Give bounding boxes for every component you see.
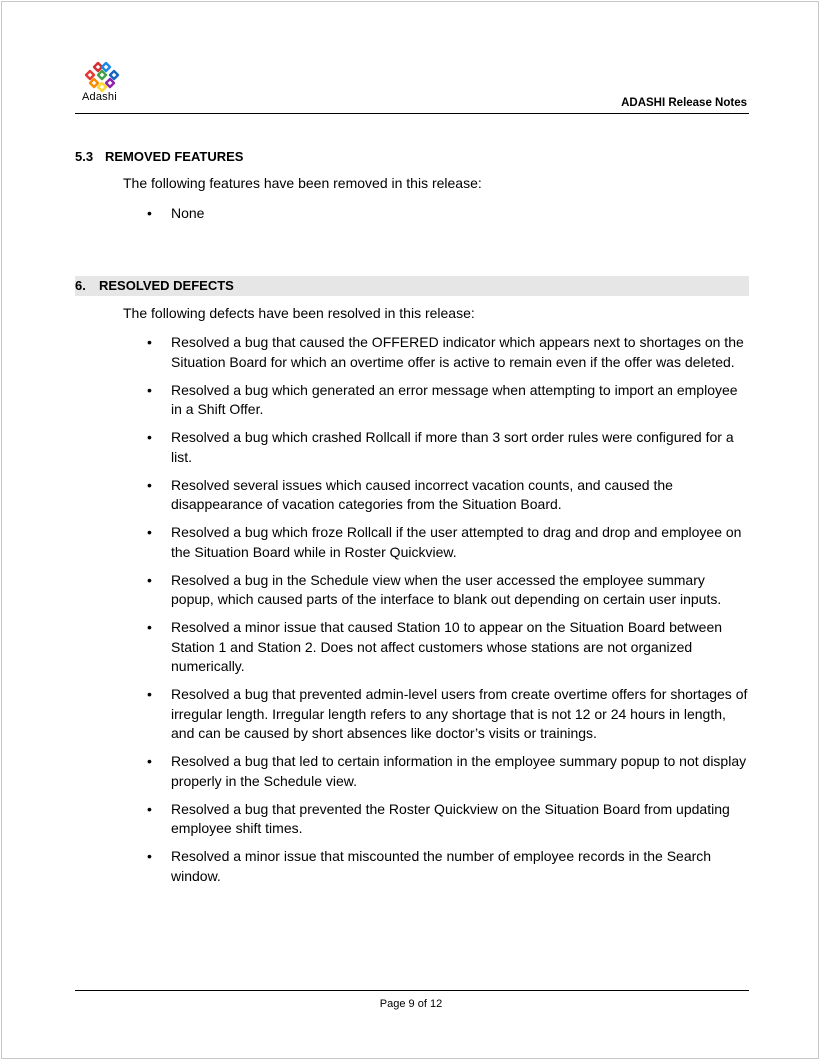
list-item xyxy=(123,333,751,372)
section-intro: The following features have been removed in this release: xyxy=(123,175,482,191)
list-item-text: Resolved a bug that prevented the Roster Quickview on the Situation Board from updating employee shift times. xyxy=(171,800,730,836)
bullet-icon: • xyxy=(147,686,152,702)
section-heading-removed-features xyxy=(75,149,243,164)
bullet-icon: • xyxy=(147,619,152,635)
bullet-icon: • xyxy=(147,429,152,445)
bullet-icon: • xyxy=(147,524,152,540)
document-header-title: ADASHI Release Notes xyxy=(621,97,747,109)
section-title: RESOLVED DEFECTS xyxy=(99,278,234,293)
section-heading-bar xyxy=(75,276,749,296)
list-item xyxy=(123,428,751,467)
section-number: 6. xyxy=(75,278,86,293)
list-item xyxy=(123,618,751,677)
section-title: REMOVED FEATURES xyxy=(105,149,244,164)
section-intro: The following defects have been resolved in this release: xyxy=(123,305,475,321)
removed-features-list xyxy=(123,204,751,232)
header-divider xyxy=(75,113,749,114)
footer-divider xyxy=(75,990,749,991)
bullet-icon: • xyxy=(147,800,152,817)
list-item-text: Resolved several issues which caused incorrect vacation counts, and caused the disappearance of vacation categories from the Situation Board. xyxy=(171,476,673,512)
list-item-text: Resolved a bug that prevented admin-level users from create overtime offers for shortages of irregular length. Irregular length refers to any shortage that is not 12 or 24 hours in length, and can be caused by short absences like doctor’s visits or trainings. xyxy=(171,686,748,741)
list-item-text: Resolved a bug that caused the OFFERED indicator which appears next to shortages on the Situation Board for which an overtime offer is active to remain even if the offer was deleted. xyxy=(171,334,744,370)
bullet-icon: • xyxy=(147,381,152,398)
list-item xyxy=(123,381,751,420)
list-item-text: Resolved a minor issue that miscounted the number of employee records in the Search window. xyxy=(171,848,712,884)
list-item-text: Resolved a bug in the Schedule view when the user accessed the employee summary popup, which caused parts of the interface to blank out depending on certain user inputs. xyxy=(171,571,722,607)
list-item xyxy=(123,476,751,515)
list-item xyxy=(123,571,751,610)
list-item xyxy=(123,685,751,744)
list-item-text: Resolved a bug which generated an error message when attempting to import an employee in a Shift Offer. xyxy=(171,381,738,417)
list-item xyxy=(123,204,751,224)
logo-text: Adashi xyxy=(82,91,117,103)
list-item xyxy=(123,847,751,886)
list-item-text: Resolved a bug which froze Rollcall if the user attempted to drag and drop and employee on the Situation Board while in Roster Quickview. xyxy=(171,524,742,560)
section-heading-resolved-defects xyxy=(75,278,234,293)
list-item xyxy=(123,523,751,562)
bullet-icon: • xyxy=(147,848,152,864)
bullet-icon: • xyxy=(147,205,152,221)
section-number: 5.3 xyxy=(75,149,94,164)
bullet-icon: • xyxy=(147,753,152,769)
bullet-icon: • xyxy=(147,476,152,493)
bullet-icon: • xyxy=(147,571,152,588)
list-item-text: Resolved a minor issue that caused Station 10 to appear on the Situation Board between Station 1 and Station 2. Does not affect customers whose stations are not organized numerically. xyxy=(171,619,723,674)
list-item-text: Resolved a bug which crashed Rollcall if more than 3 sort order rules were configured for a list. xyxy=(171,429,734,465)
list-item xyxy=(123,752,751,791)
bullet-icon: • xyxy=(147,334,152,350)
list-item-text: Resolved a bug that led to certain information in the employee summary popup to not display properly in the Schedule view. xyxy=(171,753,747,789)
resolved-defects-list xyxy=(123,333,751,895)
page-number: Page 9 of 12 xyxy=(379,998,443,1010)
list-item-text: None xyxy=(171,205,205,221)
list-item xyxy=(123,800,751,839)
